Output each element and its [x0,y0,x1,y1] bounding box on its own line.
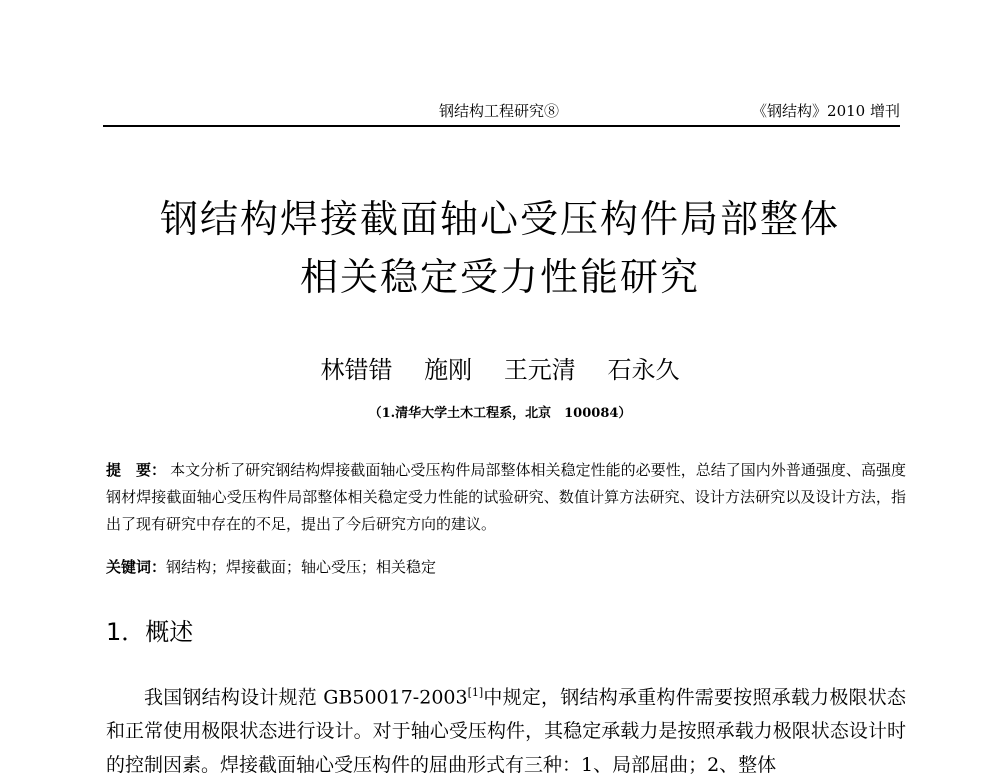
paper-title-line-1: 钢结构焊接截面轴心受压构件局部整体 [159,197,840,241]
body-text-part-2: 中规定，钢结构承重构件需要按照承载力极限状态和正常使用极限状态进行设计。对于轴心受压构件，其稳定承载力是按照承载力极限状态设计时的控制因素。焊接截面轴心受压构件的屈曲形式有三种：1、局部屈曲；2、整体 [106,686,906,777]
running-header [103,100,900,124]
author-list [0,350,1000,385]
citation-ref: [1] [467,686,484,699]
keywords [106,555,906,579]
keywords-text: 钢结构；焊接截面；轴心受压；相关稳定 [166,558,437,576]
abstract-text: 本文分析了研究钢结构焊接截面轴心受压构件局部整体相关稳定性能的必要性，总结了国内外普通强度、高强度钢材焊接截面轴心受压构件局部整体相关稳定受力性能的试验研究、数值计算方法研究、设计方法研究以及设计方法，指出了现有研究中存在的不足，提出了今后研究方向的建议。 [106,461,906,533]
affiliation: （1.清华大学土木工程系，北京 100084） [368,406,632,421]
author: 石永久 [607,356,680,384]
journal-label: 《钢结构》2010 增刊 [752,102,900,120]
header-rule [103,125,900,127]
author: 林错错 [320,356,393,384]
section-heading: 1．概述 [106,618,194,646]
author: 王元清 [503,356,576,384]
body-paragraph [106,676,906,782]
body-text-part-1: 我国钢结构设计规范 GB50017-2003 [144,686,468,709]
author: 施刚 [424,356,473,384]
abstract-label: 提 要： [106,461,167,479]
series-label: 钢结构工程研究⑧ [439,102,560,120]
keywords-label: 关键词： [106,558,167,576]
abstract [106,457,906,538]
paper-title-line-2: 相关稳定受力性能研究 [299,255,700,299]
